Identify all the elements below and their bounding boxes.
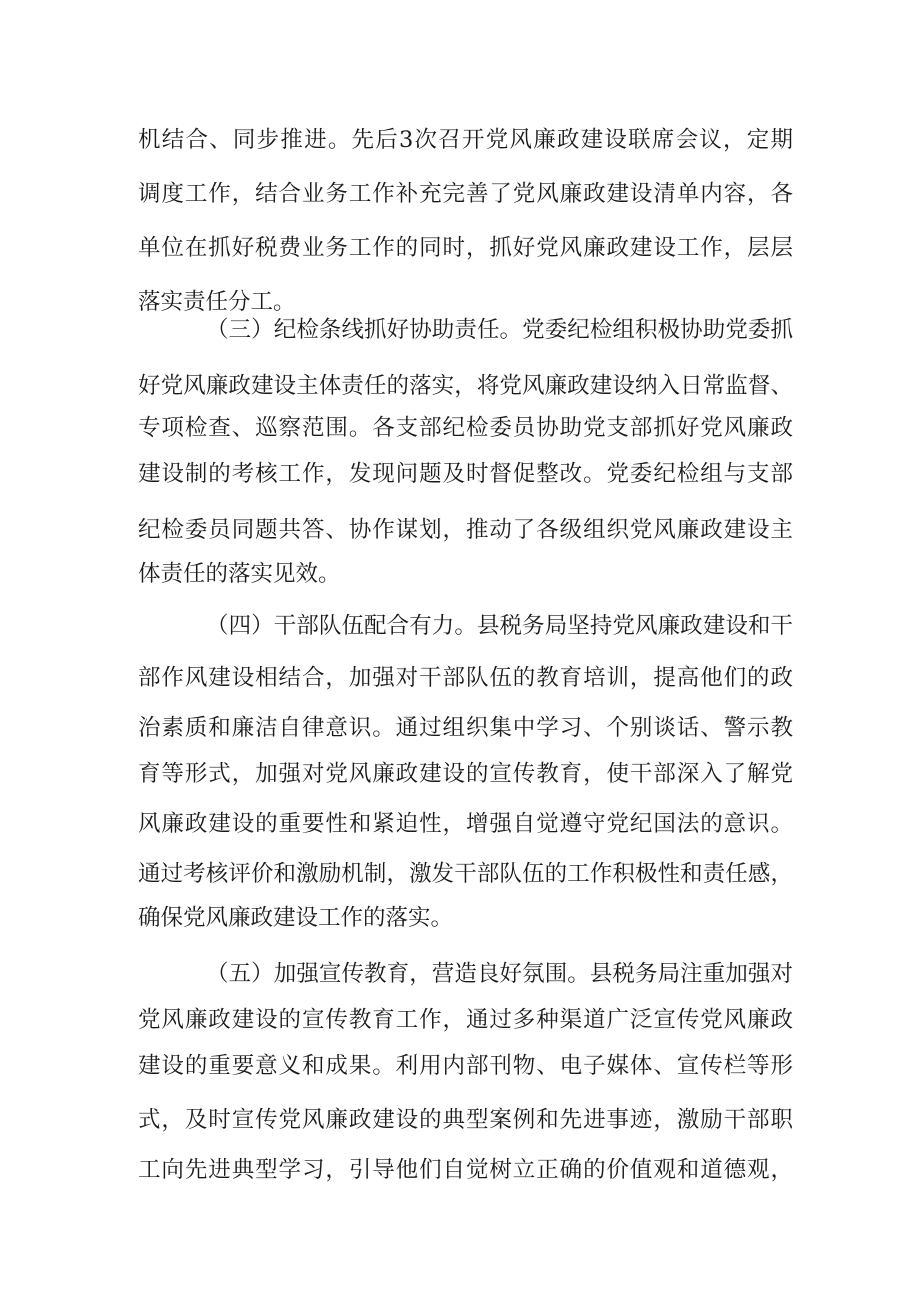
paragraph-heading-3: （三）纪检条线抓好协助责任。党委纪检组积极协助党委抓: [206, 317, 793, 343]
paragraph-heading-5: （五）加强宣传教育，营造良好氛围。县税务局注重加强对: [206, 961, 793, 987]
paragraph-heading-4: （四）干部队伍配合有力。县税务局坚持党风廉政建设和干: [206, 613, 793, 639]
text-line: 专项检查、巡察范围。各支部纪检委员协助党支部抓好党风廉政: [138, 415, 793, 441]
text-line: 好党风廉政建设主体责任的落实，将党风廉政建设纳入日常监督、: [138, 373, 793, 399]
text-line: 通过考核评价和激励机制，激发干部队伍的工作积极性和责任感，: [138, 861, 793, 887]
text-line: 机结合、同步推进。先后3次召开党风廉政建设联席会议，定期: [138, 127, 793, 153]
text-line: 落实责任分工。: [138, 289, 296, 315]
text-line: 体责任的落实见效。: [138, 561, 341, 587]
text-line: 部作风建设相结合，加强对干部队伍的教育培训，提高他们的政: [138, 665, 793, 691]
text-line: 确保党风廉政建设工作的落实。: [138, 905, 454, 931]
text-line: 治素质和廉洁自律意识。通过组织集中学习、个别谈话、警示教: [138, 715, 793, 741]
text-line: 建设的重要意义和成果。利用内部刊物、电子媒体、宣传栏等形: [138, 1053, 793, 1079]
text-line: 风廉政建设的重要性和紧迫性，增强自觉遵守党纪国法的意识。: [138, 811, 793, 837]
text-line: 建设制的考核工作，发现问题及时督促整改。党委纪检组与支部: [138, 461, 793, 487]
text-line: 党风廉政建设的宣传教育工作，通过多种渠道广泛宣传党风廉政: [138, 1007, 793, 1033]
text-line: 育等形式，加强对党风廉政建设的宣传教育，使干部深入了解党: [138, 761, 793, 787]
text-line: 式，及时宣传党风廉政建设的典型案例和先进事迹，激励干部职: [138, 1107, 793, 1133]
text-line: 纪检委员同题共答、协作谋划，推动了各级组织党风廉政建设主: [138, 517, 793, 543]
text-line: 单位在抓好税费业务工作的同时，抓好党风廉政建设工作，层层: [138, 235, 793, 261]
text-line: 调度工作，结合业务工作补充完善了党风廉政建设清单内容，各: [138, 181, 793, 207]
text-line: 工向先进典型学习，引导他们自觉树立正确的价值观和道德观，: [138, 1157, 793, 1183]
